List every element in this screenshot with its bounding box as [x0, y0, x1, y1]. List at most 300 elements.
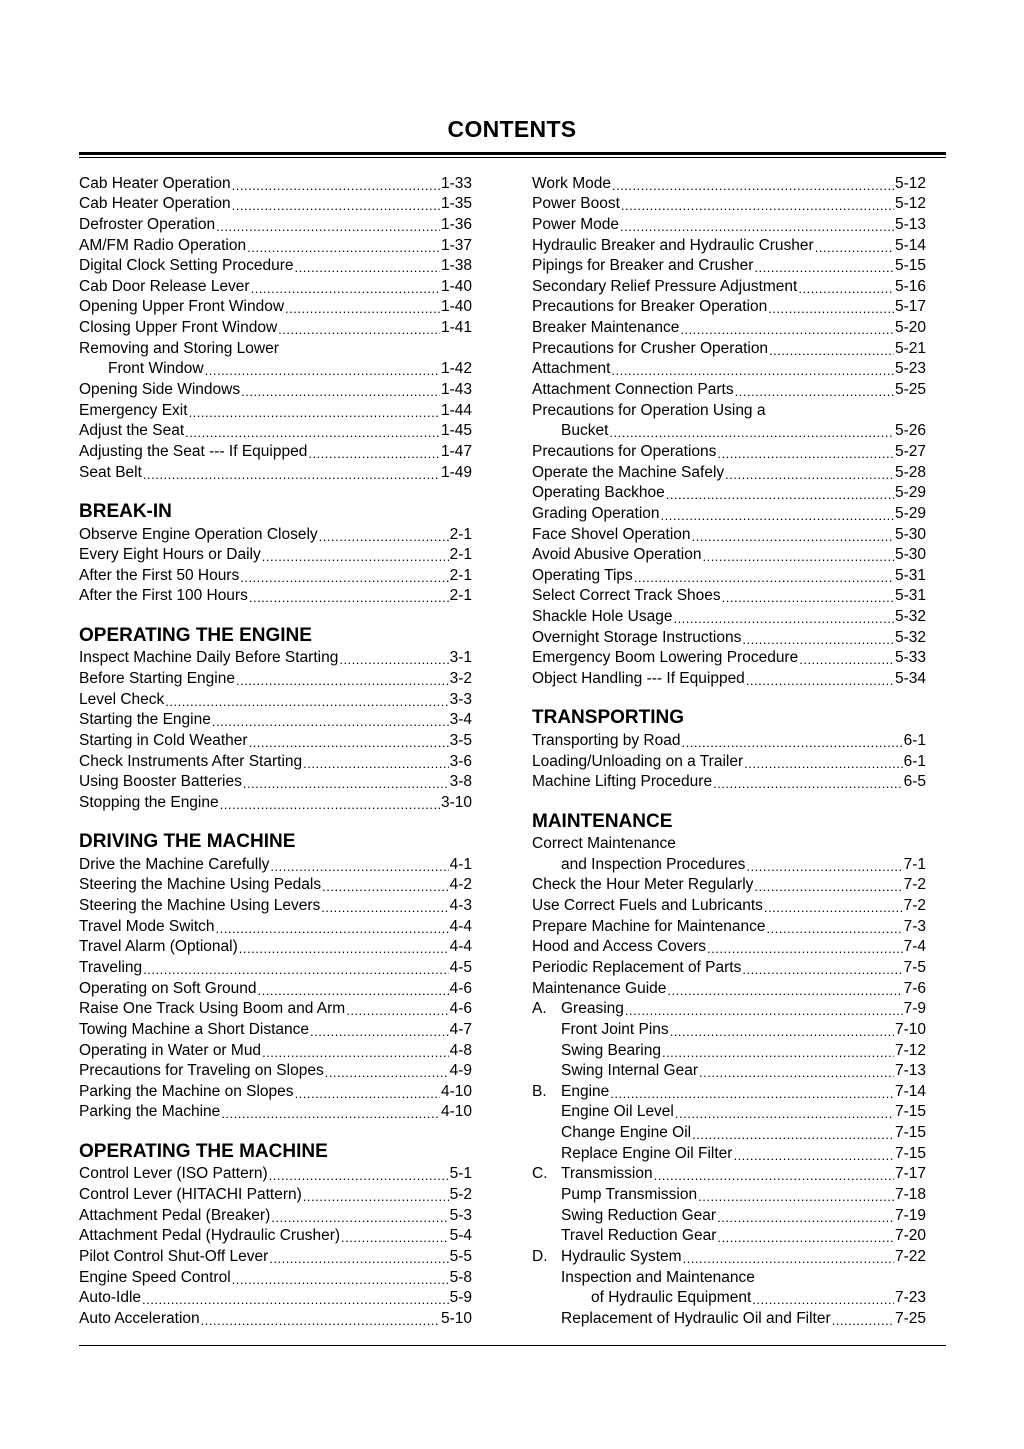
toc-entry-page: 2-1 — [449, 546, 472, 564]
toc-entry[interactable] — [532, 915, 926, 936]
toc-entry-label — [79, 1248, 268, 1266]
toc-entry[interactable] — [532, 1204, 926, 1225]
toc-entry[interactable] — [79, 1266, 472, 1287]
toc-entry-text: Starting the Engine — [79, 711, 211, 729]
toc-entry-label — [532, 980, 666, 998]
toc-entry-label — [79, 526, 318, 544]
dot-leader — [717, 1210, 894, 1225]
toc-entry-letter: D. — [532, 1247, 548, 1265]
dot-leader — [815, 240, 894, 255]
toc-entry-label — [532, 1062, 698, 1080]
toc-entry-label — [79, 670, 235, 688]
toc-entry-page: 7-23 — [894, 1289, 926, 1307]
toc-entry[interactable] — [79, 1287, 472, 1308]
section-heading: OPERATING THE ENGINE — [79, 624, 312, 646]
toc-entry[interactable] — [79, 1060, 472, 1081]
section-heading: DRIVING THE MACHINE — [79, 831, 296, 853]
dot-leader — [744, 756, 902, 771]
toc-entry[interactable] — [79, 956, 472, 977]
toc-entry[interactable] — [532, 1287, 926, 1308]
toc-entry-page: 7-1 — [903, 855, 926, 873]
dot-leader — [611, 363, 894, 378]
toc-entry[interactable] — [79, 1101, 472, 1122]
toc-entry-page: 5-3 — [449, 1206, 472, 1224]
toc-entry-text: Travel Reduction Gear — [561, 1227, 717, 1245]
dot-leader — [249, 735, 449, 750]
toc-entry[interactable] — [532, 316, 926, 337]
toc-entry[interactable] — [79, 399, 472, 420]
toc-entry-page: 5-30 — [894, 525, 926, 543]
dot-leader — [243, 776, 449, 791]
toc-entry-text: Secondary Relief Pressure Adjustment — [532, 277, 798, 295]
dot-leader — [733, 1148, 894, 1163]
toc-entry[interactable] — [79, 440, 472, 461]
dot-leader — [271, 1210, 448, 1225]
toc-entry[interactable] — [532, 894, 926, 915]
toc-entry[interactable] — [532, 213, 926, 234]
toc-entry-page: 7-5 — [903, 958, 926, 976]
toc-entry-text: Periodic Replacement of Parts — [532, 958, 742, 976]
toc-entry[interactable] — [79, 1245, 472, 1266]
toc-entry[interactable] — [532, 771, 926, 792]
toc-entry-text: Precautions for Traveling on Slopes — [79, 1062, 324, 1080]
toc-entry[interactable] — [532, 275, 926, 296]
toc-entry-page: 4-5 — [449, 958, 472, 976]
toc-entry-page: 5-15 — [894, 257, 926, 275]
toc-entry[interactable] — [79, 894, 472, 915]
toc-entry[interactable] — [532, 1245, 926, 1266]
toc-entry-text: Digital Clock Setting Procedure — [79, 257, 294, 275]
toc-entry-page: 7-22 — [894, 1247, 926, 1265]
toc-entry[interactable] — [79, 523, 472, 544]
toc-entry[interactable] — [79, 585, 472, 606]
dot-leader — [742, 632, 894, 647]
dot-leader — [713, 776, 903, 791]
toc-entry-text: Operating on Soft Ground — [79, 979, 257, 997]
dot-leader — [767, 921, 903, 936]
toc-entry-label — [79, 711, 211, 729]
dot-leader — [625, 1003, 903, 1018]
toc-entry[interactable] — [79, 791, 472, 812]
toc-entry[interactable] — [79, 420, 472, 441]
toc-entry-page: 1-38 — [440, 257, 472, 275]
dot-leader — [232, 1272, 449, 1287]
dot-leader — [722, 590, 894, 605]
toc-entry[interactable] — [79, 667, 472, 688]
dot-leader — [654, 1168, 894, 1183]
toc-entry-page: 3-8 — [449, 773, 472, 791]
toc-entry[interactable] — [532, 1060, 926, 1081]
toc-entry[interactable] — [532, 461, 926, 482]
toc-entry-page: 4-4 — [449, 917, 472, 935]
toc-entry-label — [532, 1103, 674, 1121]
dot-leader — [341, 1230, 449, 1245]
toc-entry-label — [79, 1207, 270, 1225]
toc-entry[interactable] — [79, 461, 472, 482]
toc-entry[interactable] — [79, 358, 472, 379]
toc-entry-text: Parking the Machine — [79, 1103, 221, 1121]
toc-entry[interactable] — [532, 729, 926, 750]
toc-entry[interactable] — [532, 523, 926, 544]
toc-entry-label — [532, 1165, 653, 1183]
toc-entry-page: 7-15 — [894, 1103, 926, 1121]
toc-entry-label — [532, 443, 716, 461]
toc-entry[interactable] — [532, 502, 926, 523]
toc-entry[interactable] — [79, 688, 472, 709]
toc-entry[interactable] — [532, 1101, 926, 1122]
toc-entry-page: 1-33 — [440, 174, 472, 192]
toc-entry[interactable] — [532, 833, 926, 854]
toc-entry-page: 5-5 — [449, 1247, 472, 1265]
toc-entry-page: 5-32 — [894, 608, 926, 626]
toc-entry[interactable] — [532, 193, 926, 214]
toc-entry-page: 7-15 — [894, 1144, 926, 1162]
toc-entry[interactable] — [79, 915, 472, 936]
dot-leader — [262, 1045, 449, 1060]
toc-entry-label — [79, 587, 248, 605]
toc-entry[interactable] — [532, 378, 926, 399]
toc-entry-page: 7-25 — [894, 1309, 926, 1327]
toc-entry-page: 1-47 — [440, 442, 472, 460]
toc-entry-label — [532, 526, 691, 544]
toc-entry[interactable] — [532, 1018, 926, 1039]
toc-entry-label — [79, 1310, 200, 1328]
toc-entry-label — [79, 918, 215, 936]
toc-entry-text: Closing Upper Front Window — [79, 319, 278, 337]
toc-entry[interactable] — [532, 1080, 926, 1101]
toc-entry[interactable] — [532, 936, 926, 957]
toc-entry[interactable] — [532, 853, 926, 874]
toc-entry-label — [532, 546, 701, 564]
toc-entry[interactable] — [79, 172, 472, 193]
toc-entry[interactable] — [532, 1121, 926, 1142]
toc-entry[interactable] — [532, 1225, 926, 1246]
title-rule-thin — [79, 157, 946, 158]
toc-entry-page: 5-31 — [894, 566, 926, 584]
toc-entry-text: Transmission — [561, 1165, 653, 1183]
toc-entry-text: Steering the Machine Using Levers — [79, 897, 321, 915]
toc-entry-label — [79, 691, 164, 709]
toc-entry[interactable] — [532, 998, 926, 1019]
dot-leader — [621, 198, 894, 213]
toc-entry[interactable] — [532, 358, 926, 379]
dot-leader — [241, 384, 440, 399]
toc-entry[interactable] — [532, 1183, 926, 1204]
toc-entry[interactable] — [79, 337, 472, 358]
toc-entry-page: 2-1 — [449, 525, 472, 543]
toc-entry-page: 3-1 — [449, 649, 472, 667]
toc-entry-letter: C. — [532, 1165, 548, 1183]
toc-entry-text: Front Joint Pins — [561, 1020, 669, 1038]
toc-entry[interactable] — [79, 874, 472, 895]
toc-entry[interactable] — [79, 729, 472, 750]
toc-entry[interactable] — [79, 544, 472, 565]
toc-entry[interactable] — [532, 255, 926, 276]
toc-entry-text: Raise One Track Using Boom and Arm — [79, 1000, 346, 1018]
toc-entry-page: 4-2 — [449, 876, 472, 894]
dot-leader — [675, 1106, 894, 1121]
toc-entry[interactable] — [532, 234, 926, 255]
toc-entry-label — [532, 278, 797, 296]
toc-entry-page: 5-29 — [894, 504, 926, 522]
toc-entry-label — [532, 422, 608, 440]
dot-leader — [310, 1024, 449, 1039]
toc-entry-text: Travel Mode Switch — [79, 917, 215, 935]
toc-entry-text: Control Lever (ISO Pattern) — [79, 1165, 268, 1183]
toc-entry-page: 5-29 — [894, 484, 926, 502]
contents-column-left — [79, 172, 472, 1328]
toc-entry-text: Stopping the Engine — [79, 793, 219, 811]
toc-entry[interactable] — [532, 1163, 926, 1184]
toc-entry-text: Loading/Unloading on a Trailer — [532, 752, 744, 770]
dot-leader — [249, 590, 449, 605]
toc-entry-label — [79, 649, 338, 667]
toc-entry-label — [532, 856, 745, 874]
toc-entry[interactable] — [532, 750, 926, 771]
dot-leader — [212, 714, 449, 729]
toc-entry[interactable] — [79, 853, 472, 874]
dot-leader — [612, 178, 894, 193]
contents-column-right — [532, 172, 926, 1328]
toc-entry-text: Object Handling --- If Equipped — [532, 670, 745, 688]
dot-leader — [303, 1189, 449, 1204]
toc-entry[interactable] — [532, 172, 926, 193]
toc-entry-page: 2-1 — [449, 587, 472, 605]
toc-entry-label — [79, 381, 240, 399]
toc-entry[interactable] — [532, 399, 926, 420]
toc-entry[interactable] — [79, 316, 472, 337]
toc-entry[interactable] — [79, 1225, 472, 1246]
toc-entry-text: Adjusting the Seat --- If Equipped — [79, 442, 308, 460]
dot-leader — [165, 694, 448, 709]
toc-entry-page: 5-21 — [894, 339, 926, 357]
toc-entry-page: 7-15 — [894, 1124, 926, 1142]
toc-entry[interactable] — [79, 771, 472, 792]
toc-entry[interactable] — [79, 977, 472, 998]
dot-leader — [236, 673, 449, 688]
toc-entry-text: Level Check — [79, 690, 165, 708]
toc-entry-text: and Inspection Procedures — [561, 855, 746, 873]
toc-entry[interactable] — [532, 482, 926, 503]
toc-entry[interactable] — [532, 605, 926, 626]
dot-leader — [609, 425, 894, 440]
toc-entry[interactable] — [532, 420, 926, 441]
dot-leader — [258, 983, 449, 998]
toc-entry-text: Operating Backhoe — [532, 484, 665, 502]
toc-entry-label — [532, 216, 619, 234]
toc-entry-text: Precautions for Operation Using a — [532, 401, 766, 419]
toc-entry[interactable] — [79, 1018, 472, 1039]
toc-entry[interactable] — [79, 1204, 472, 1225]
toc-entry[interactable] — [79, 275, 472, 296]
toc-entry[interactable] — [79, 213, 472, 234]
toc-entry[interactable] — [532, 1142, 926, 1163]
toc-entry-label — [79, 1062, 324, 1080]
toc-entry-label — [79, 980, 257, 998]
toc-entry-label — [532, 464, 724, 482]
toc-entry-text: Starting in Cold Weather — [79, 731, 248, 749]
toc-entry-text: Hydraulic System — [561, 1247, 682, 1265]
dot-leader — [239, 941, 449, 956]
toc-entry[interactable] — [79, 1039, 472, 1060]
toc-entry-letter: B. — [532, 1082, 547, 1100]
toc-entry-text: Avoid Abusive Operation — [532, 546, 702, 564]
toc-entry-label — [79, 1083, 294, 1101]
toc-entry[interactable] — [532, 667, 926, 688]
toc-entry-page: 5-26 — [894, 422, 926, 440]
toc-entry-text: Cab Door Release Lever — [79, 277, 250, 295]
toc-entry-text: Before Starting Engine — [79, 670, 235, 688]
toc-entry[interactable] — [79, 647, 472, 668]
toc-entry-label — [532, 175, 611, 193]
dot-leader — [735, 384, 894, 399]
toc-entry-page: 1-44 — [440, 401, 472, 419]
toc-entry[interactable] — [532, 1307, 926, 1328]
dot-leader — [666, 487, 894, 502]
toc-entry-page: 7-17 — [894, 1165, 926, 1183]
toc-entry[interactable] — [532, 874, 926, 895]
toc-entry-text: Overnight Storage Instructions — [532, 628, 742, 646]
toc-entry-text: Seat Belt — [79, 463, 142, 481]
toc-entry-label — [532, 732, 680, 750]
title-rule-thick — [79, 152, 946, 155]
toc-entry-text: Swing Bearing — [561, 1041, 661, 1059]
toc-entry-text: Cab Heater Operation — [79, 174, 231, 192]
toc-entry-text: After the First 50 Hours — [79, 566, 240, 584]
toc-entry-text: Bucket — [561, 422, 609, 440]
toc-entry-text: Prepare Machine for Maintenance — [532, 917, 766, 935]
dot-leader — [692, 1127, 894, 1142]
toc-entry-page: 4-10 — [440, 1082, 472, 1100]
toc-entry[interactable] — [532, 585, 926, 606]
toc-entry-text: Change Engine Oil — [561, 1124, 692, 1142]
toc-entry[interactable] — [532, 1266, 926, 1287]
toc-entry-text: Swing Internal Gear — [561, 1062, 698, 1080]
toc-entry-page: 5-2 — [449, 1186, 472, 1204]
toc-entry-label — [532, 360, 610, 378]
toc-entry[interactable] — [79, 1163, 472, 1184]
toc-entry-page: 1-37 — [440, 236, 472, 254]
toc-entry-text: Power Boost — [532, 195, 620, 213]
toc-entry[interactable] — [79, 255, 472, 276]
toc-entry[interactable] — [79, 378, 472, 399]
toc-entry-label — [532, 567, 633, 585]
toc-entry[interactable] — [532, 1039, 926, 1060]
toc-entry-text: Steering the Machine Using Pedals — [79, 876, 322, 894]
dot-leader — [620, 219, 894, 234]
toc-entry-text: After the First 100 Hours — [79, 587, 248, 605]
toc-entry-label — [79, 1289, 141, 1307]
dot-leader — [339, 652, 448, 667]
dot-leader — [308, 446, 440, 461]
toc-entry-page: 4-4 — [449, 938, 472, 956]
toc-entry-text: Operate the Machine Safely — [532, 463, 725, 481]
toc-entry-text: Precautions for Breaker Operation — [532, 298, 768, 316]
dot-leader — [683, 1251, 894, 1266]
toc-entry[interactable] — [532, 440, 926, 461]
dot-leader — [143, 962, 448, 977]
toc-entry-label — [79, 1165, 268, 1183]
dot-leader — [240, 570, 448, 585]
toc-entry[interactable] — [532, 544, 926, 565]
dot-leader — [754, 879, 902, 894]
toc-entry-label — [79, 237, 246, 255]
dot-leader — [746, 859, 902, 874]
toc-entry-label — [532, 753, 743, 771]
dot-leader — [798, 281, 894, 296]
toc-entry-label — [79, 464, 142, 482]
toc-entry-label — [532, 1289, 751, 1307]
toc-entry[interactable] — [532, 337, 926, 358]
toc-entry-text: Engine Oil Level — [561, 1103, 674, 1121]
toc-entry-text: Using Booster Batteries — [79, 773, 242, 791]
toc-entry[interactable] — [79, 709, 472, 730]
toc-entry-letter: A. — [532, 1000, 547, 1018]
dot-leader — [667, 983, 902, 998]
dot-leader — [295, 260, 440, 275]
section-heading: TRANSPORTING — [532, 707, 684, 729]
toc-entry[interactable] — [79, 936, 472, 957]
toc-entry-label — [79, 195, 231, 213]
section-heading: BREAK-IN — [79, 500, 172, 522]
toc-entry-label — [532, 876, 753, 894]
dot-leader — [303, 756, 448, 771]
toc-entry[interactable] — [79, 296, 472, 317]
toc-entry-page: 4-3 — [449, 897, 472, 915]
toc-entry-label — [79, 1186, 302, 1204]
toc-entry[interactable] — [532, 647, 926, 668]
toc-entry-label — [532, 897, 763, 915]
toc-entry[interactable] — [532, 977, 926, 998]
toc-entry-page: 5-17 — [894, 298, 926, 316]
dot-leader — [295, 1086, 440, 1101]
toc-entry[interactable] — [79, 1080, 472, 1101]
dot-leader — [325, 1065, 449, 1080]
dot-leader — [698, 1189, 894, 1204]
toc-entry[interactable] — [79, 750, 472, 771]
toc-entry[interactable] — [79, 998, 472, 1019]
toc-entry-text: Select Correct Track Shoes — [532, 587, 721, 605]
dot-leader — [189, 405, 440, 420]
toc-entry[interactable] — [532, 296, 926, 317]
toc-entry[interactable] — [532, 564, 926, 585]
toc-entry-label — [532, 195, 620, 213]
toc-entry[interactable] — [79, 1307, 472, 1328]
toc-entry-text: Greasing — [561, 1000, 624, 1018]
toc-entry[interactable] — [79, 193, 472, 214]
toc-entry-text: Inspection and Maintenance — [561, 1268, 755, 1286]
toc-entry-text: Use Correct Fuels and Lubricants — [532, 897, 763, 915]
toc-entry[interactable] — [79, 1183, 472, 1204]
section-heading: OPERATING THE MACHINE — [79, 1140, 328, 1162]
dot-leader — [681, 735, 902, 750]
toc-entry-text: Every Eight Hours or Daily — [79, 546, 261, 564]
toc-entry[interactable] — [79, 564, 472, 585]
dot-leader — [707, 941, 903, 956]
dot-leader — [768, 301, 894, 316]
toc-entry-text: Pipings for Breaker and Crusher — [532, 257, 754, 275]
toc-entry[interactable] — [79, 234, 472, 255]
toc-entry-label — [532, 773, 712, 791]
toc-entry-page: 7-9 — [903, 1000, 926, 1018]
toc-entry[interactable] — [532, 956, 926, 977]
toc-entry-label — [532, 629, 741, 647]
toc-entry-text: Face Shovel Operation — [532, 525, 691, 543]
toc-entry-label — [532, 402, 765, 420]
toc-entry-text: Inspect Machine Daily Before Starting — [79, 649, 339, 667]
toc-entry[interactable] — [532, 626, 926, 647]
dot-leader — [742, 962, 902, 977]
